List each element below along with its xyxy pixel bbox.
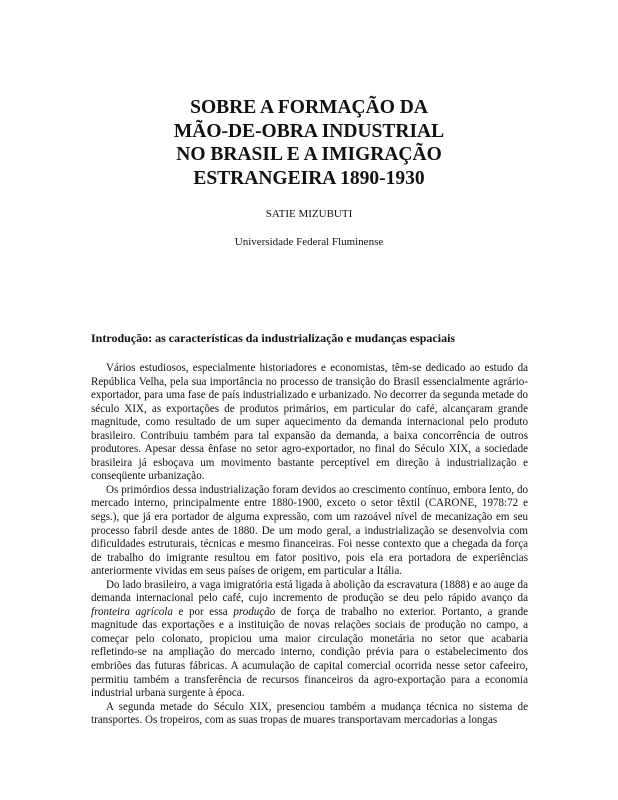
paragraph-3 — [91, 579, 528, 701]
author-affiliation: Universidade Federal Fluminense — [234, 236, 384, 248]
paragraph-3-part-b: e por essa — [172, 605, 234, 618]
paragraph-3-emphasis-1: fronteira agrícola — [91, 605, 173, 618]
paper-title — [0, 96, 618, 190]
title-line-4: ESTRANGEIRA 1890-1930 — [193, 167, 425, 189]
section-heading: Introdução: as características da industrialização e mudanças espaciais — [91, 331, 456, 345]
paragraph-2: Os primórdios dessa industrialização foram devidos ao crescimento contínuo, embora lento, do mercado interno, principalmente entre 1880-1900, exceto o setor têxtil (CARONE, 1978:72 e segs.), que já era portador de alguma expressão, com um razoável nível de mecanização em seu processo fabril desde antes de 1880. De um modo geral, a industrialização se desenvolvia com dificuldades estruturais, técnicas e mesmo financeiras. Foi nesse contexto que a chegada da força de trabalho do imigrante resultou em fator positivo, pois ela era portadora de experiências anteriormente vividas em seus países de origem, em particular a Itália. — [91, 483, 528, 578]
title-line-1: SOBRE A FORMAÇÃO DA — [190, 97, 428, 118]
paragraph-4: A segunda metade do Século XIX, presenciou também a mudança técnica no sistema de transportes. Os tropeiros, com as suas tropas de muares transportavam mercadorias a longas — [91, 700, 528, 727]
paragraph-1: Vários estudiosos, especialmente historiadores e economistas, têm-se dedicado ao estudo da República Velha, pela sua importância no processo de transição do Brasil essencialmente agrário-exportador, para uma fase de país industrializado e urbanizado. No decorrer da segunda metade do século XIX, as exportações de produtos primários, em particular do café, alcançaram grande magnitude, como resultado de um super aquecimento da demanda internacional pelo produto brasileiro. Contribuiu também para tal expansão da demanda, a baixa concorrência de outros produtores. Apesar dessa ênfase no setor agro-exportador, no final do Século XIX, a sociedade brasileira já esboçava um movimento bastante perceptível em direção à industrialização e conseqüente urbanização. — [91, 362, 528, 483]
body-text — [91, 362, 528, 728]
paragraph-3-part-a: Do lado brasileiro, a vaga imigratória está ligada à abolição da escravatura (1888) e ao auge da demanda internacional pelo café, cujo incremento de produção se deu pelo rápido avanço da — [91, 578, 528, 605]
title-line-2: MÃO-DE-OBRA INDUSTRIAL — [173, 120, 445, 142]
title-line-3: NO BRASIL E A IMIGRAÇÃO — [176, 144, 442, 165]
paragraph-3-emphasis-2: produção — [233, 605, 276, 618]
paragraph-3-part-c: de força de trabalho no exterior. Portanto, a grande magnitude das exportações e a instituição de novas relações sociais de produção no campo, a começar pelo colonato, propiciou uma maior circulação monetária no setor que acabaria refletindo-se na ampliação do mercado interno, condição prévia para o estabelecimento dos embriões das futuras fábricas. A acumulação de capital comercial ocorrida nesse setor cafeeiro, permitiu também a transferência de recursos financeiros da agro-exportação para a economia industrial urbana surgente à época. — [91, 605, 528, 700]
author-name: SATIE MIZUBUTI — [265, 208, 353, 220]
